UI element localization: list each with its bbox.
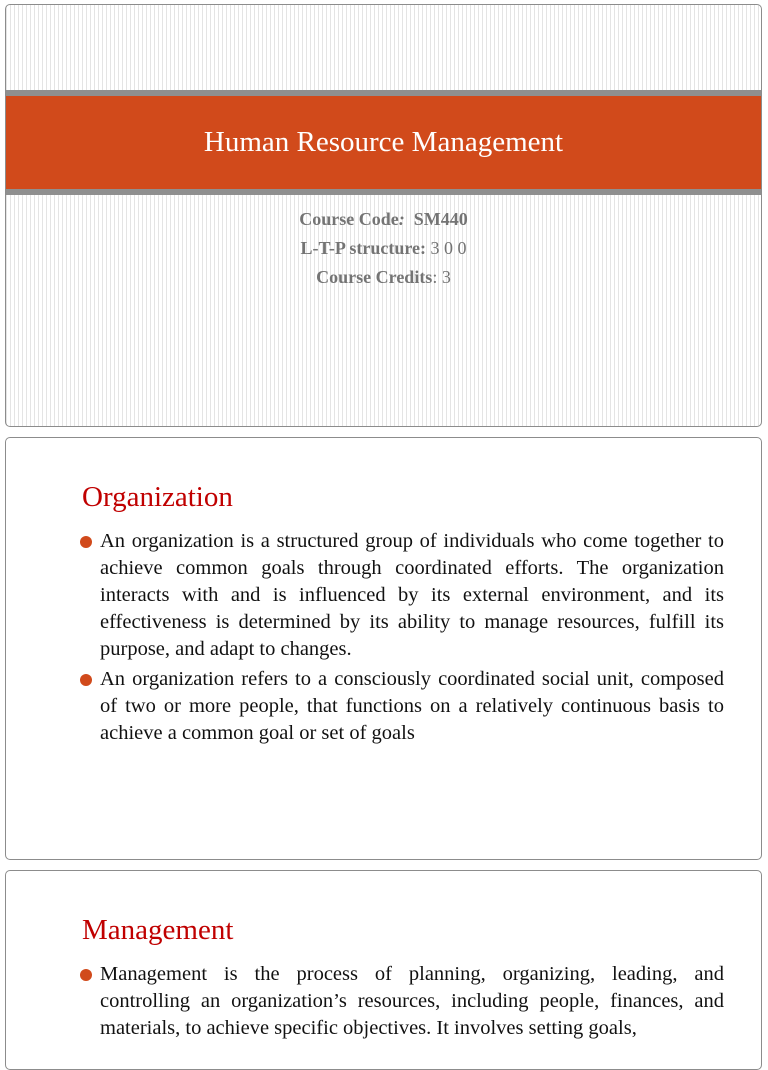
bullet-text: An organization refers to a consciously coordinated social unit, composed of two or more people, that functions on a relatively continuous basis to achieve a common goal or set of goals [100, 668, 724, 744]
bullet-item [78, 528, 724, 663]
bullet-text: An organization is a structured group of individuals who come together to achieve common goals through coordinated efforts. The organization interacts with and is influenced by its external environment, and its effectiveness is determined by its ability to manage resources, fulfill its purpose, and adapt to changes. [100, 530, 724, 660]
bullet-dot-icon [80, 674, 92, 686]
bullet-dot-icon [80, 969, 92, 981]
course-code-line [6, 205, 761, 234]
management-slide [5, 870, 762, 1070]
ltp-line [6, 234, 761, 263]
title-band [6, 96, 761, 189]
slide-heading: Management [82, 914, 234, 946]
bullet-list [78, 961, 724, 1045]
bullet-dot-icon [80, 536, 92, 548]
bullet-item [78, 666, 724, 747]
organization-slide [5, 437, 762, 860]
bullet-text: Management is the process of planning, organizing, leading, and controlling an organization’s resources, including people, finances, and materials, to achieve specific objectives. It involves setting goals, [100, 963, 724, 1039]
title-band-bottom-stripe [6, 189, 761, 195]
credits-line [6, 263, 761, 292]
course-code-separator: : [398, 209, 405, 229]
course-code-label: Course Code [299, 209, 399, 229]
bullet-list [78, 528, 724, 750]
credits-value: : 3 [432, 267, 451, 287]
ltp-value: 3 0 0 [430, 238, 467, 258]
slide-heading: Organization [82, 481, 233, 513]
credits-label: Course Credits [316, 267, 433, 287]
title-slide [5, 4, 762, 427]
bullet-item [78, 961, 724, 1042]
ltp-label: L-T-P structure: [300, 238, 426, 258]
course-info [6, 205, 761, 292]
course-code-value: SM440 [413, 209, 468, 229]
presentation-title: Human Resource Management [203, 126, 564, 158]
